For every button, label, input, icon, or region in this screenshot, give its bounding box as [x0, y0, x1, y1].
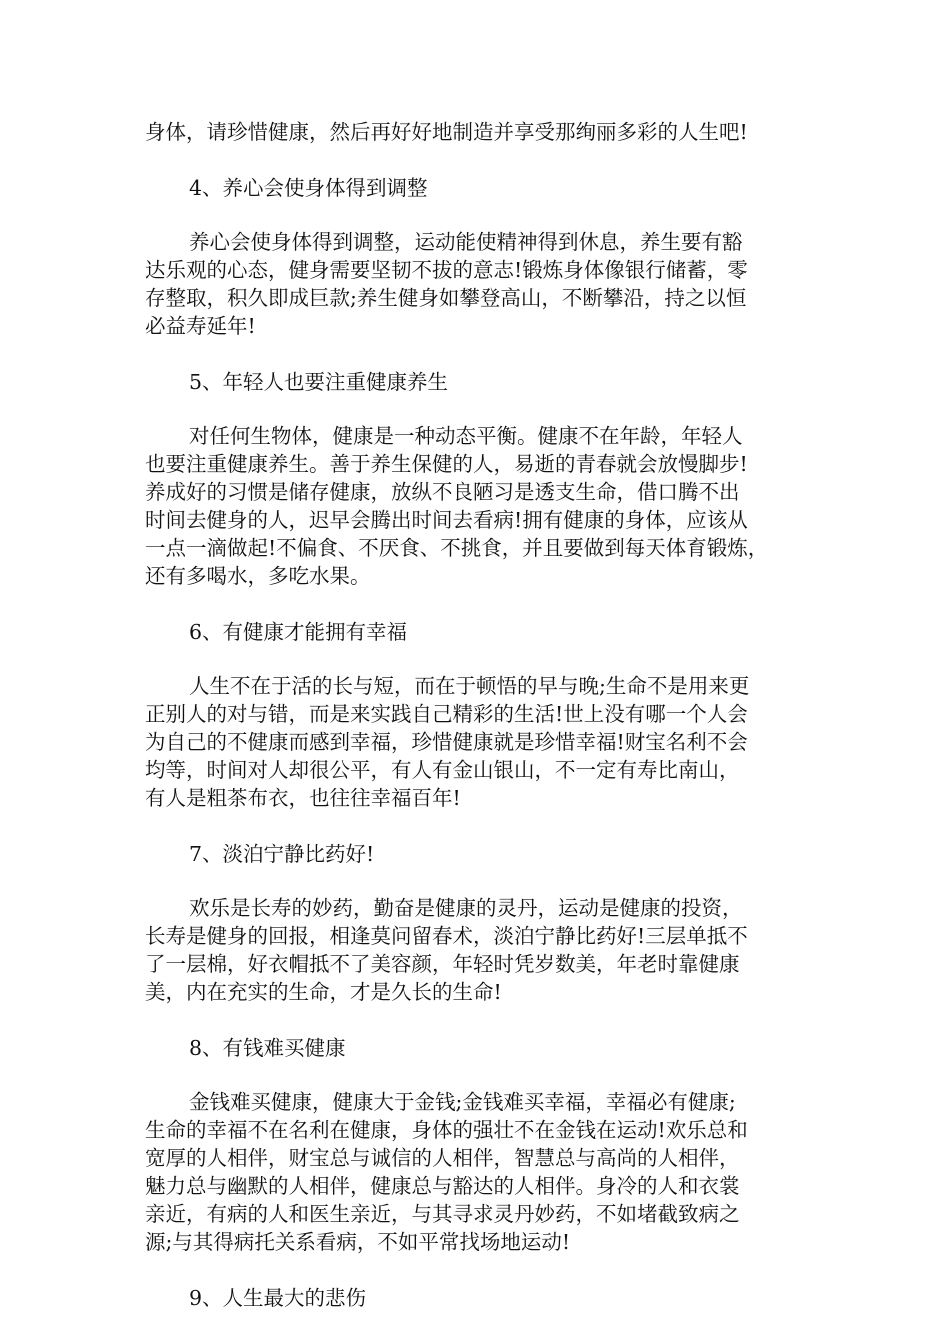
paragraph-line: 还有多喝水，多吃水果。 [145, 564, 371, 588]
paragraph-line: 魅力总与幽默的人相伴，健康总与豁达的人相伴。身冷的人和衣裳 [145, 1174, 740, 1198]
paragraph-line: 人生不在于活的长与短，而在于顿悟的早与晚;生命不是用来更 [189, 674, 750, 698]
paragraph-line: 时间去健身的人，迟早会腾出时间去看病!拥有健康的身体，应该从 [145, 508, 748, 532]
paragraph-line: 源;与其得病托关系看病，不如平常找场地运动! [145, 1230, 571, 1254]
document-page [145, 118, 815, 1312]
paragraph-line: 均等，时间对人却很公平，有人有金山银山，不一定有寿比南山， [145, 758, 740, 782]
paragraph-line: 为自己的不健康而感到幸福，珍惜健康就是珍惜幸福!财宝名利不会 [145, 730, 748, 754]
paragraph-line: 长寿是健身的回报，相逢莫问留春术，淡泊宁静比药好!三层单抵不 [145, 924, 748, 948]
intro-paragraph [145, 118, 815, 146]
paragraph-line: 养成好的习惯是储存健康，放纵不良陋习是透支生命，借口腾不出 [145, 480, 740, 504]
paragraph-line: 欢乐是长寿的妙药，勤奋是健康的灵丹，运动是健康的投资， [189, 896, 743, 920]
paragraph-line: 生命的幸福不在名利在健康，身体的强壮不在金钱在运动!欢乐总和 [145, 1118, 748, 1142]
section-6 [145, 618, 815, 840]
section-5 [145, 368, 815, 618]
paragraph-line: 对任何生物体，健康是一种动态平衡。健康不在年龄，年轻人 [189, 424, 743, 448]
paragraph-line: 有人是粗茶布衣，也往往幸福百年! [145, 786, 461, 810]
section-paragraph [145, 1088, 815, 1256]
paragraph-line: 一点一滴做起!不偏食、不厌食、不挑食，并且要做到每天体育锻炼， [145, 536, 769, 560]
paragraph-line: 必益寿延年! [145, 314, 256, 338]
section-7 [145, 840, 815, 1034]
section-8 [145, 1034, 815, 1284]
paragraph-line: 美，内在充实的生命，才是久长的生命! [145, 980, 502, 1004]
section-heading: 6、有健康才能拥有幸福 [189, 620, 408, 644]
paragraph-line: 正别人的对与错，而是来实践自己精彩的生活!世上没有哪一个人会 [145, 702, 748, 726]
section-paragraph [145, 422, 815, 590]
section-paragraph [145, 672, 815, 812]
section-heading: 9、人生最大的悲伤 [189, 1286, 367, 1310]
paragraph-line: 身体，请珍惜健康，然后再好好地制造并享受那绚丽多彩的人生吧! [145, 120, 748, 144]
section-heading: 8、有钱难买健康 [189, 1036, 346, 1060]
paragraph-line: 宽厚的人相伴，财宝总与诚信的人相伴，智慧总与高尚的人相伴， [145, 1146, 740, 1170]
paragraph-line: 金钱难买健康，健康大于金钱;金钱难买幸福，幸福必有健康; [189, 1090, 736, 1114]
section-4 [145, 174, 815, 368]
paragraph-line: 了一层棉，好衣帽抵不了美容颜，年轻时凭岁数美，年老时靠健康 [145, 952, 740, 976]
section-heading: 4、养心会使身体得到调整 [189, 176, 428, 200]
section-heading: 5、年轻人也要注重健康养生 [189, 370, 449, 394]
section-paragraph [145, 228, 815, 340]
paragraph-line: 亲近，有病的人和医生亲近，与其寻求灵丹妙药，不如堵截致病之 [145, 1202, 740, 1226]
paragraph-line: 存整取，积久即成巨款;养生健身如攀登高山，不断攀沿，持之以恒 [145, 286, 747, 310]
section-paragraph [145, 894, 815, 1006]
paragraph-line: 达乐观的心态，健身需要坚韧不拔的意志!锻炼身体像银行储蓄，零 [145, 258, 748, 282]
paragraph-line: 也要注重健康养生。善于养生保健的人，易逝的青春就会放慢脚步! [145, 452, 748, 476]
section-9 [145, 1284, 815, 1312]
section-heading: 7、淡泊宁静比药好! [189, 842, 375, 866]
paragraph-line: 养心会使身体得到调整，运动能使精神得到休息，养生要有豁 [189, 230, 743, 254]
